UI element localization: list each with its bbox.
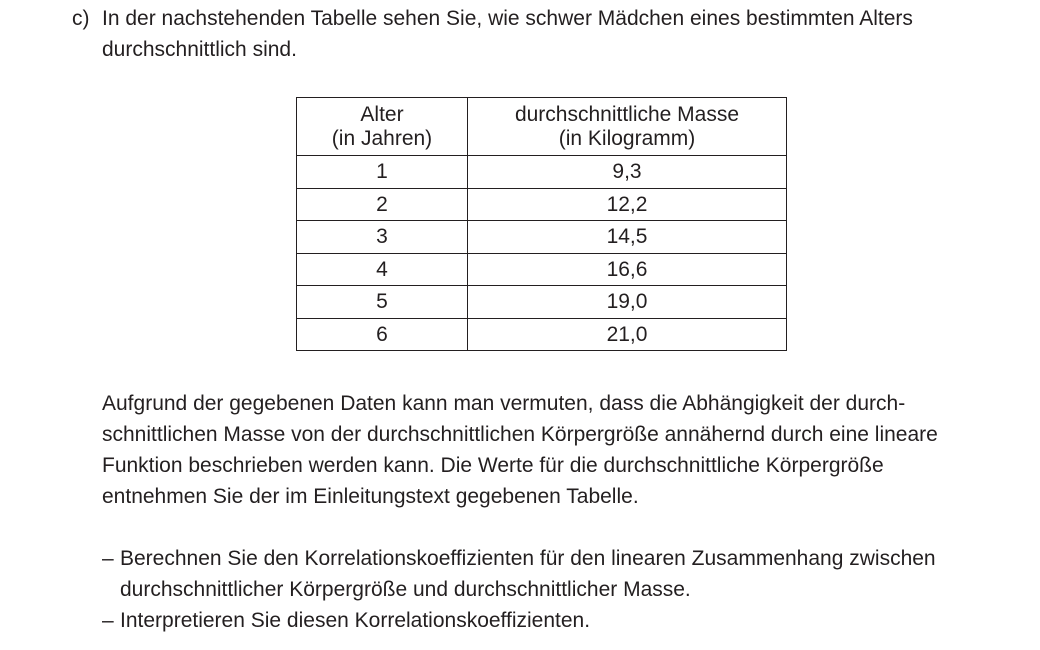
task-list [102,543,1002,636]
task-item-correlation [102,543,1002,605]
intro-line: In der nachstehenden Tabelle sehen Sie, wie schwer Mädchen eines bestimmten Alters [102,7,913,30]
paragraph-line: schnittlichen Masse von der durchschnittlichen Körpergröße annähernd durch eine lineare [102,423,938,446]
age-cell: 1 [297,156,468,189]
dash-bullet: – [102,547,114,570]
paragraph-line: entnehmen Sie der im Einleitungstext gegebenen Tabelle. [102,485,639,508]
task-line: Berechnen Sie den Korrelationskoeffizienten für den linearen Zusammenhang zwischen [120,547,936,570]
task-item-text [120,543,1002,605]
task-item-text [120,605,1002,636]
paragraph-line: Aufgrund der gegebenen Daten kann man vermuten, dass die Abhängigkeit der durch- [102,392,906,415]
mass-cell: 12,2 [468,188,787,221]
explanation-paragraph [102,388,1002,512]
table-row [297,221,787,254]
header-age-line1: Alter [360,102,404,126]
mass-cell: 16,6 [468,253,787,286]
table-row [297,156,787,189]
age-cell: 4 [297,253,468,286]
task-item-interpret [102,605,1002,636]
age-cell: 2 [297,188,468,221]
header-age [297,98,468,156]
mass-cell: 9,3 [468,156,787,189]
task-intro [102,3,1002,65]
dash-bullet: – [102,609,114,632]
age-cell: 3 [297,221,468,254]
mass-cell: 19,0 [468,286,787,319]
table-header-row [297,98,787,156]
header-mass [468,98,787,156]
age-mass-table [296,97,787,351]
mass-cell: 14,5 [468,221,787,254]
header-mass-line2: (in Kilogramm) [558,126,696,150]
table-row [297,253,787,286]
task-line: durchschnittlicher Körpergröße und durchschnittlicher Masse. [120,578,691,601]
header-age-line2: (in Jahren) [331,126,433,150]
table-row [297,188,787,221]
age-cell: 6 [297,318,468,351]
paragraph-line: Funktion beschrieben werden kann. Die Werte für die durchschnittliche Körpergröße [102,454,884,477]
age-cell: 5 [297,286,468,319]
mass-cell: 21,0 [468,318,787,351]
task-label: c) [72,7,90,30]
task-line: Interpretieren Sie diesen Korrelationskoeffizienten. [120,609,591,632]
header-mass-line1: durchschnittliche Masse [514,102,740,126]
intro-line: durchschnittlich sind. [102,38,297,61]
table-row [297,286,787,319]
table-row [297,318,787,351]
